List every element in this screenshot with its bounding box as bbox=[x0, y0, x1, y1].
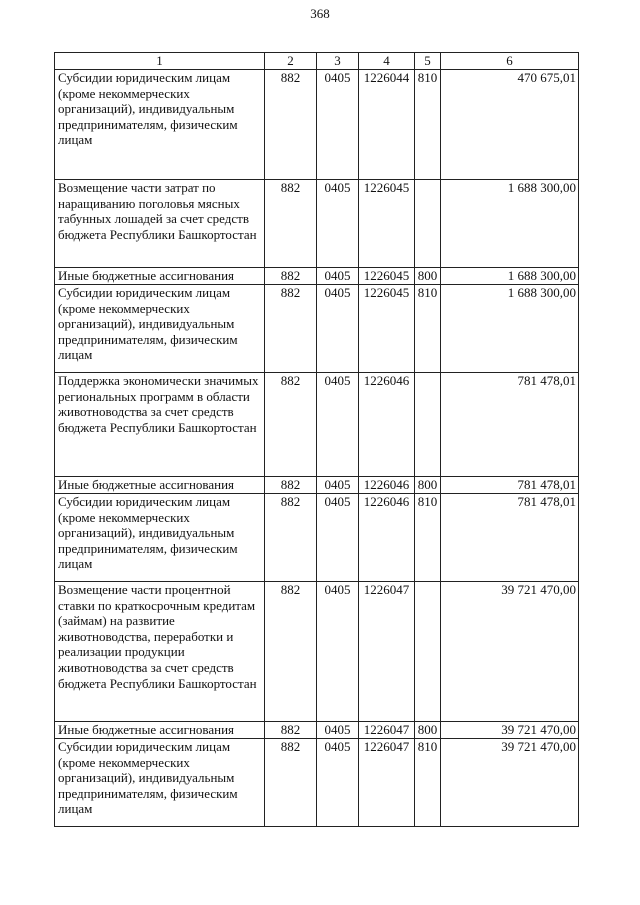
table-row bbox=[55, 477, 579, 494]
row-name: Поддержка экономически значимых региональных программ в области животноводства за счет средств бюджета Республики Башкортостан bbox=[55, 373, 265, 477]
row-name: Субсидии юридическим лицам (кроме некоммерческих организаций), индивидуальным предпринимателям, физическим лицам bbox=[55, 285, 265, 373]
row-name: Иные бюджетные ассигнования bbox=[55, 268, 265, 285]
row-target: 1226047 bbox=[359, 722, 415, 739]
page-number: 368 bbox=[310, 6, 330, 21]
row-ministry: 882 bbox=[265, 582, 317, 722]
row-type bbox=[415, 180, 441, 268]
row-amount: 781 478,01 bbox=[441, 494, 579, 582]
budget-table bbox=[54, 52, 579, 827]
row-ministry: 882 bbox=[265, 477, 317, 494]
row-type: 810 bbox=[415, 70, 441, 180]
row-type: 810 bbox=[415, 494, 441, 582]
row-section: 0405 bbox=[317, 494, 359, 582]
row-name: Субсидии юридическим лицам (кроме некоммерческих организаций), индивидуальным предпринимателям, физическим лицам bbox=[55, 494, 265, 582]
row-type: 810 bbox=[415, 285, 441, 373]
row-section: 0405 bbox=[317, 268, 359, 285]
row-amount: 1 688 300,00 bbox=[441, 180, 579, 268]
table-row bbox=[55, 70, 579, 180]
row-type bbox=[415, 373, 441, 477]
row-type: 800 bbox=[415, 477, 441, 494]
row-amount: 781 478,01 bbox=[441, 477, 579, 494]
table-row bbox=[55, 722, 579, 739]
row-target: 1226044 bbox=[359, 70, 415, 180]
table-row bbox=[55, 180, 579, 268]
row-target: 1226045 bbox=[359, 285, 415, 373]
row-ministry: 882 bbox=[265, 739, 317, 827]
column-header: 4 bbox=[359, 53, 415, 70]
row-name: Субсидии юридическим лицам (кроме некоммерческих организаций), индивидуальным предпринимателям, физическим лицам bbox=[55, 739, 265, 827]
table-row bbox=[55, 285, 579, 373]
table-row bbox=[55, 582, 579, 722]
row-type: 810 bbox=[415, 739, 441, 827]
row-target: 1226045 bbox=[359, 268, 415, 285]
row-ministry: 882 bbox=[265, 70, 317, 180]
row-target: 1226046 bbox=[359, 373, 415, 477]
row-ministry: 882 bbox=[265, 180, 317, 268]
row-amount: 470 675,01 bbox=[441, 70, 579, 180]
row-amount: 39 721 470,00 bbox=[441, 582, 579, 722]
row-ministry: 882 bbox=[265, 494, 317, 582]
row-amount: 39 721 470,00 bbox=[441, 722, 579, 739]
row-target: 1226047 bbox=[359, 582, 415, 722]
row-target: 1226047 bbox=[359, 739, 415, 827]
row-type bbox=[415, 582, 441, 722]
row-amount: 1 688 300,00 bbox=[441, 285, 579, 373]
row-type: 800 bbox=[415, 268, 441, 285]
row-section: 0405 bbox=[317, 582, 359, 722]
row-target: 1226046 bbox=[359, 477, 415, 494]
column-header: 2 bbox=[265, 53, 317, 70]
row-ministry: 882 bbox=[265, 722, 317, 739]
row-amount: 1 688 300,00 bbox=[441, 268, 579, 285]
row-section: 0405 bbox=[317, 722, 359, 739]
header-row bbox=[55, 53, 579, 70]
row-name: Возмещение части процентной ставки по краткосрочным кредитам (займам) на развитие животноводства, переработки и реализации продукции животноводства за счет средств бюджета Республики Башкортостан bbox=[55, 582, 265, 722]
row-type: 800 bbox=[415, 722, 441, 739]
row-section: 0405 bbox=[317, 180, 359, 268]
row-name: Субсидии юридическим лицам (кроме некоммерческих организаций), индивидуальным предпринимателям, физическим лицам bbox=[55, 70, 265, 180]
column-header: 6 bbox=[441, 53, 579, 70]
column-header: 5 bbox=[415, 53, 441, 70]
row-amount: 39 721 470,00 bbox=[441, 739, 579, 827]
row-ministry: 882 bbox=[265, 285, 317, 373]
row-amount: 781 478,01 bbox=[441, 373, 579, 477]
table-row bbox=[55, 373, 579, 477]
row-name: Иные бюджетные ассигнования bbox=[55, 722, 265, 739]
column-header: 3 bbox=[317, 53, 359, 70]
table-row bbox=[55, 494, 579, 582]
row-section: 0405 bbox=[317, 285, 359, 373]
row-section: 0405 bbox=[317, 70, 359, 180]
row-target: 1226045 bbox=[359, 180, 415, 268]
row-section: 0405 bbox=[317, 373, 359, 477]
table-row bbox=[55, 268, 579, 285]
budget-table-container bbox=[54, 52, 578, 827]
row-target: 1226046 bbox=[359, 494, 415, 582]
table-row bbox=[55, 739, 579, 827]
row-name: Возмещение части затрат по наращиванию поголовья мясных табунных лошадей за счет средств бюджета Республики Башкортостан bbox=[55, 180, 265, 268]
row-ministry: 882 bbox=[265, 268, 317, 285]
row-ministry: 882 bbox=[265, 373, 317, 477]
row-name: Иные бюджетные ассигнования bbox=[55, 477, 265, 494]
row-section: 0405 bbox=[317, 739, 359, 827]
row-section: 0405 bbox=[317, 477, 359, 494]
column-header: 1 bbox=[55, 53, 265, 70]
